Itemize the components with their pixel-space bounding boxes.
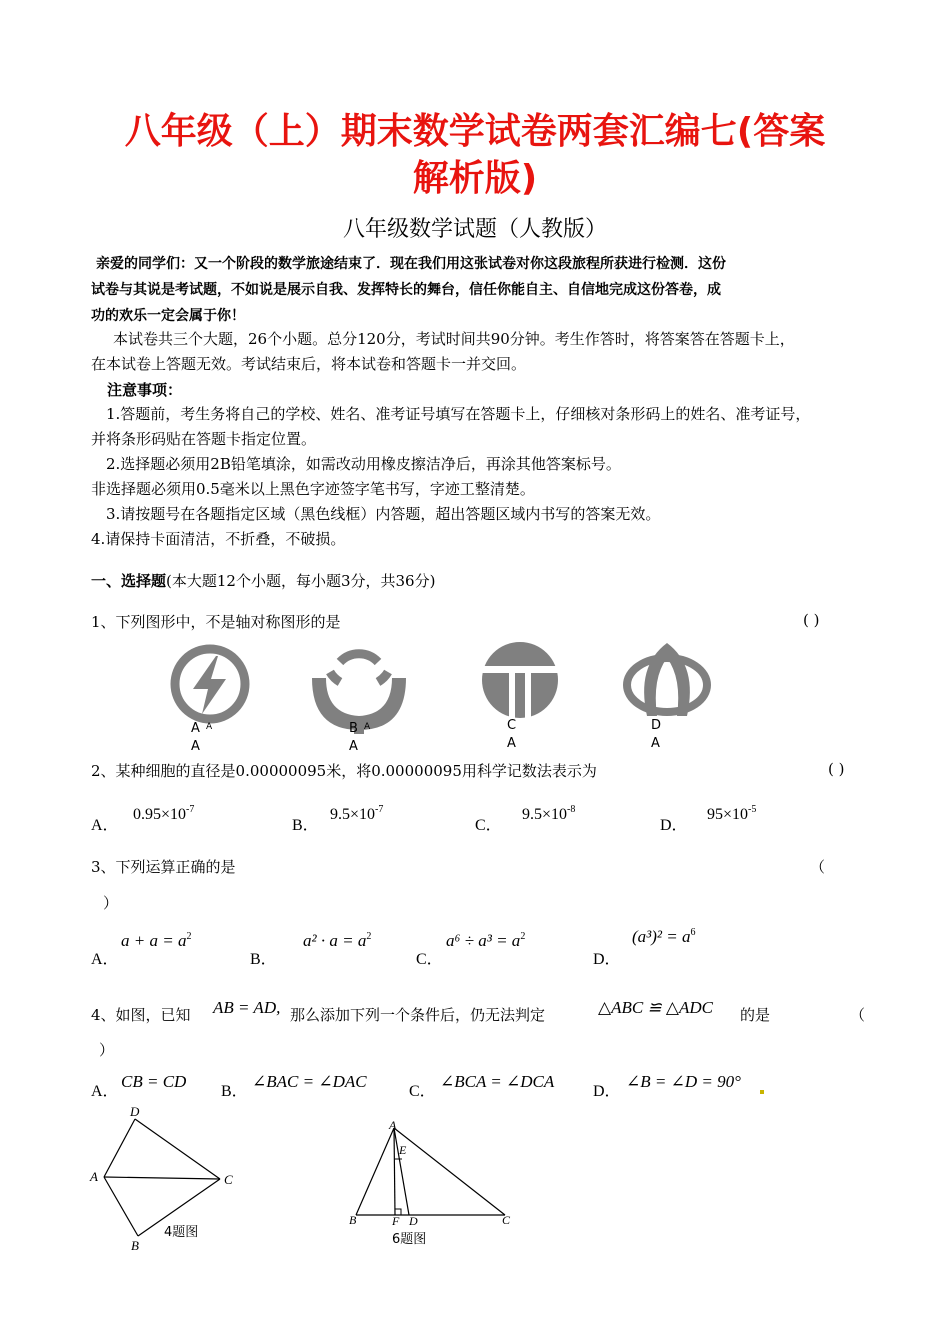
q2-option-a-label: A．	[91, 817, 119, 834]
q3-option-d	[632, 927, 696, 947]
q3-option-c	[446, 931, 525, 951]
q3-option-d-exp: 6	[690, 927, 696, 938]
q1-figures	[160, 638, 760, 758]
q3-option-b-expr: a² · a = a	[303, 931, 367, 950]
intro-line-2: 试卷与其说是考试题，不如说是展示自我、发挥特长的舞台，信任你能自主、自信地完成这份答卷，成	[91, 282, 721, 298]
notice-line-6: 4.请保持卡面清洁，不折叠，不破损。	[91, 530, 346, 548]
notice-line-3: 2.选择题必须用2B铅笔填涂，如需改动用橡皮擦洁净后，再涂其他答案标号。	[106, 455, 621, 473]
notice-line-1: 1.答题前，考生务将自己的学校、姓名、准考证号填写在答题卡上，仔细核对条形码上的姓名、准考证号，	[106, 405, 811, 423]
q1-sub-d: A	[651, 736, 660, 751]
q4-option-a-label: A．	[91, 1083, 119, 1100]
q3-option-a-label: A．	[91, 951, 119, 968]
q2-option-c-exp: -8	[567, 804, 576, 815]
q2-option-a-base: 0.95×10	[133, 806, 187, 823]
fig4-point-d: D	[130, 1104, 140, 1119]
fig6-point-e: E	[399, 1143, 407, 1157]
q4-option-a: CB = CD	[121, 1072, 187, 1091]
q4-option-d: ∠B = ∠D = 90°	[626, 1072, 741, 1091]
q4-option-b-label: B．	[221, 1083, 248, 1100]
q2-text: 2、某种细胞的直径是0.00000095米，将0.00000095用科学记数法表示为	[91, 762, 597, 780]
q2-option-d	[707, 806, 756, 824]
q4-paren-close: ）	[99, 1041, 115, 1059]
q1-tiny-a: A	[206, 722, 213, 732]
fig6-caption: 6题图	[392, 1232, 427, 1247]
decorative-dot	[760, 1090, 764, 1094]
q4-text-a: 4、如图，已知	[91, 1006, 191, 1024]
q2-option-d-base: 95×10	[707, 806, 749, 823]
q2-option-a-exp: -7	[186, 804, 195, 815]
fig6-point-a: A	[389, 1118, 397, 1132]
q2-option-c-base: 9.5×10	[522, 806, 568, 823]
exam-info-line-1: 本试卷共三个大题，26个小题。总分120分，考试时间共90分钟。考生作答时，将答案答在答题卡上，	[113, 330, 795, 348]
q3-option-c-expr: a⁶ ÷ a³ = a	[446, 931, 521, 950]
q3-option-b-exp: 2	[366, 931, 372, 942]
exam-info-line-2: 在本试卷上答题无效。考试结束后，将本试卷和答题卡一并交回。	[91, 355, 527, 373]
notice-line-5: 3.请按题号在各题指定区域（黑色线框）内答题，超出答题区域内书写的答案无效。	[106, 505, 661, 523]
q1-answer-paren: ( )	[803, 611, 820, 629]
section1-desc: (本大题12个小题，每小题3分，共36分)	[166, 572, 436, 590]
q4-condition: AB = AD,	[213, 998, 281, 1017]
q3-option-d-label: D．	[593, 951, 621, 968]
q3-option-b	[303, 931, 371, 951]
section1-heading	[91, 570, 435, 591]
figure-6-triangle	[340, 1118, 530, 1228]
q3-option-d-expr: (a³)² = a	[632, 927, 691, 946]
fig4-point-b: B	[131, 1238, 139, 1253]
q2-option-b-base: 9.5×10	[330, 806, 376, 823]
q3-text: 3、下列运算正确的是	[91, 858, 236, 876]
q2-option-a	[133, 806, 194, 824]
document-subtitle: 八年级数学试题（人教版）	[342, 217, 607, 242]
q1-sub-b: A	[349, 739, 358, 754]
q1-tiny-b: A	[364, 722, 371, 732]
q3-option-a-expr: a + a = a	[121, 931, 187, 950]
q4-option-c-label: C．	[409, 1083, 436, 1100]
option-b-emblem-icon	[312, 654, 406, 734]
notice-title: 注意事项：	[107, 381, 183, 399]
q2-option-b	[330, 806, 383, 824]
q4-paren-open: （	[850, 1006, 866, 1024]
fig6-point-d: D	[409, 1214, 418, 1228]
q3-option-a-exp: 2	[186, 931, 192, 942]
section1-title: 一、选择题	[91, 572, 167, 590]
document-title-line2: 解析版)	[412, 158, 538, 199]
q1-sub-c: A	[507, 736, 516, 751]
q3-paren-open: （	[810, 858, 826, 876]
q1-label-c: C	[507, 718, 517, 733]
fig6-point-c: C	[502, 1213, 511, 1227]
q1-sub-a: A	[191, 739, 200, 754]
intro-line-1: 亲爱的同学们：又一个阶段的数学旅途结束了．现在我们用这张试卷对你这段旅程所获进行检测．这份	[96, 256, 726, 272]
q3-option-c-exp: 2	[520, 931, 526, 942]
q2-option-d-exp: -5	[748, 804, 757, 815]
q2-option-d-label: D．	[660, 817, 688, 834]
q2-option-c-label: C．	[475, 817, 502, 834]
document-title-line1: 八年级（上）期末数学试卷两套汇编七(答案	[124, 111, 826, 152]
q2-answer-paren: ( )	[828, 760, 845, 778]
option-a-lightning-icon	[175, 649, 245, 719]
q4-triangles: △ABC ≌ △ADC	[598, 998, 713, 1017]
q3-paren-close: ）	[103, 894, 119, 912]
q3-option-b-label: B．	[250, 951, 277, 968]
intro-line-3: 功的欢乐一定会属于你！	[91, 308, 245, 324]
fig4-point-a: A	[90, 1169, 98, 1184]
q4-option-b: ∠BAC = ∠DAC	[252, 1072, 367, 1091]
option-d-ellipse-logo-icon	[627, 643, 707, 716]
fig4-caption: 4题图	[164, 1225, 199, 1240]
q4-text-c: 的是	[740, 1006, 771, 1024]
q1-text: 1、下列图形中，不是轴对称图形的是	[91, 613, 341, 631]
q1-label-d: D	[651, 718, 662, 733]
q1-label-b: B	[349, 721, 358, 736]
q4-option-d-label: D．	[593, 1083, 621, 1100]
fig4-point-c: C	[224, 1172, 233, 1187]
q4-text-b: 那么添加下列一个条件后，仍无法判定	[290, 1006, 546, 1024]
q2-option-c	[522, 806, 575, 824]
q2-option-b-label: B．	[292, 817, 319, 834]
notice-line-2: 并将条形码贴在答题卡指定位置。	[91, 430, 317, 448]
q3-option-a	[121, 931, 191, 951]
option-c-circle-icon	[480, 642, 560, 723]
fig6-point-b: B	[349, 1213, 357, 1227]
q2-option-b-exp: -7	[375, 804, 384, 815]
q4-option-c: ∠BCA = ∠DCA	[440, 1072, 555, 1091]
fig6-point-f: F	[392, 1214, 400, 1228]
notice-line-4: 非选择题必须用0.5毫米以上黑色字迹签字笔书写，字迹工整清楚。	[91, 480, 535, 498]
q3-option-c-label: C．	[416, 951, 443, 968]
q1-label-a: A	[191, 721, 200, 736]
